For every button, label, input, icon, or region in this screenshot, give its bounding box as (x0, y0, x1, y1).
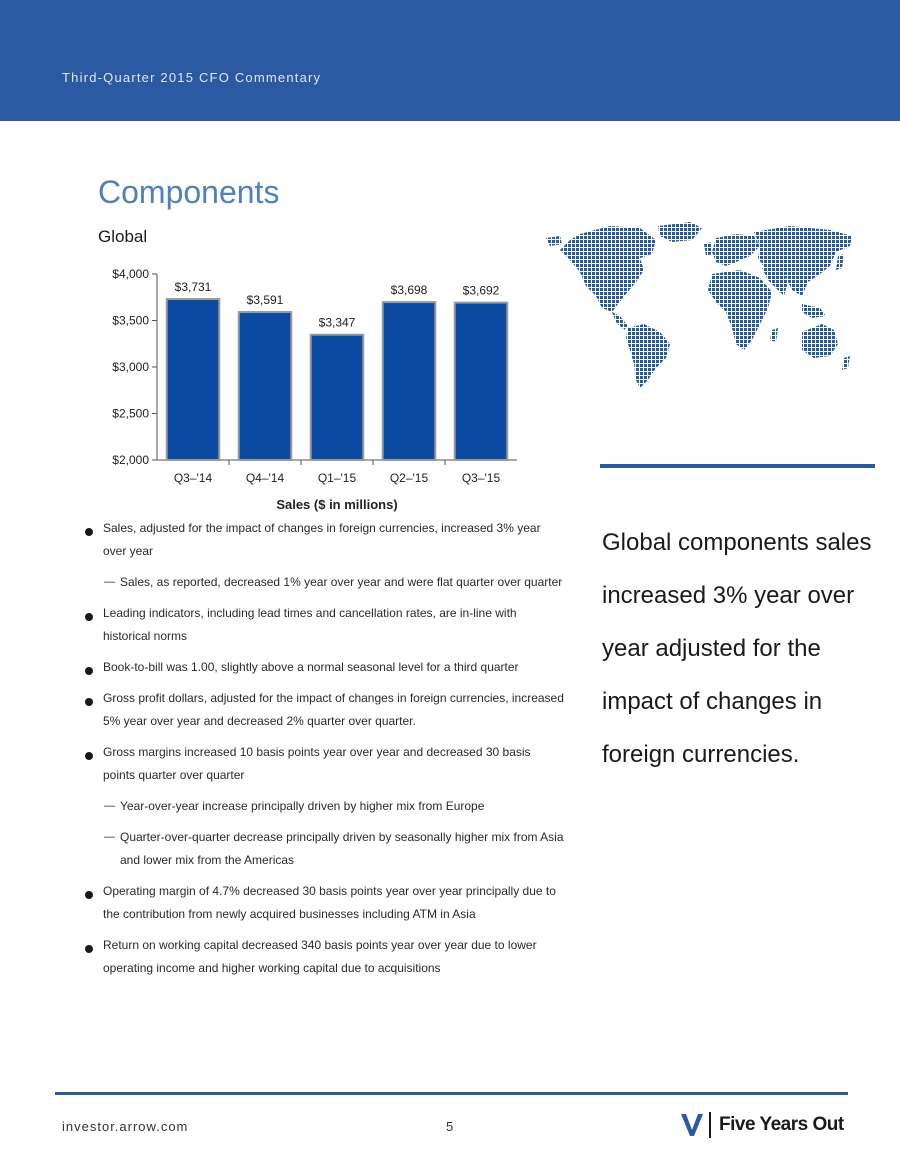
bar-value-label: $3,731 (174, 280, 212, 295)
bullet-item: Sales, adjusted for the impact of changes in foreign currencies, increased 3% year over year (84, 517, 564, 563)
bar-value-label: $3,591 (246, 293, 284, 308)
sub-bullet-item: — Sales, as reported, decreased 1% year over year and were flat quarter over quarter (84, 571, 564, 594)
footer-url: investor.arrow.com (62, 1119, 189, 1134)
section-title: Components (98, 174, 280, 210)
bar-value-label: $3,698 (390, 283, 428, 298)
logo-divider (709, 1112, 711, 1138)
world-map-icon (540, 212, 860, 397)
x-axis-label: Sales ($ in millions) (276, 497, 398, 512)
page-number: 5 (446, 1119, 454, 1134)
header-title: Third-Quarter 2015 CFO Commentary (62, 70, 322, 85)
x-tick-label: Q1–'15 (317, 471, 357, 485)
y-tick-label: $3,500 (112, 313, 149, 328)
bar (311, 335, 364, 460)
header-band (0, 0, 900, 121)
arrow-v-logo-icon (681, 1112, 703, 1138)
footer-divider (55, 1092, 848, 1095)
bullet-item: Leading indicators, including lead times and cancellation rates, are in-line with historical norms (84, 602, 564, 648)
sub-bullet-item: — Quarter-over-quarter decrease principally driven by seasonally higher mix from Asia and lower mix from the Americas (84, 826, 564, 872)
sales-bar-chart (80, 262, 530, 514)
bar-value-label: $3,347 (318, 315, 356, 330)
map-divider (600, 464, 875, 468)
x-tick-label: Q2–'15 (389, 471, 429, 485)
sub-bullet-item: — Year-over-year increase principally driven by higher mix from Europe (84, 795, 564, 818)
x-tick-label: Q3–'15 (461, 471, 501, 485)
bullet-item: Operating margin of 4.7% decreased 30 basis points year over year principally due to the contribution from newly acquired businesses including ATM in Asia (84, 880, 564, 926)
callout-text: Global components sales increased 3% year over year adjusted for the impact of changes in foreign currencies. (602, 529, 872, 768)
bar (455, 303, 508, 460)
bar (383, 302, 436, 460)
logo-text: Five Years Out (719, 1114, 844, 1135)
bullet-item: Gross margins increased 10 basis points year over year and decreased 30 basis points quarter over quarter (84, 741, 564, 787)
x-tick-label: Q4–'14 (245, 471, 285, 485)
bullet-list (84, 517, 564, 988)
y-tick-label: $2,500 (112, 406, 149, 421)
x-tick-label: Q3–'14 (173, 471, 213, 485)
bullet-item: Book-to-bill was 1.00, slightly above a normal seasonal level for a third quarter (84, 656, 564, 679)
y-tick-label: $2,000 (112, 453, 149, 467)
bar (167, 299, 220, 460)
bar-value-label: $3,692 (462, 283, 500, 298)
y-tick-label: $3,000 (112, 360, 149, 374)
y-tick-label: $4,000 (112, 267, 149, 281)
logo (681, 1112, 844, 1138)
bullet-item: Gross profit dollars, adjusted for the impact of changes in foreign currencies, increased 5% year over year and decreased 2% quarter over quarter. (84, 687, 564, 733)
chart-title: Global (98, 227, 148, 246)
bar (239, 312, 292, 460)
bullet-item: Return on working capital decreased 340 basis points year over year due to lower operating income and higher working capital due to acquisitions (84, 934, 564, 980)
